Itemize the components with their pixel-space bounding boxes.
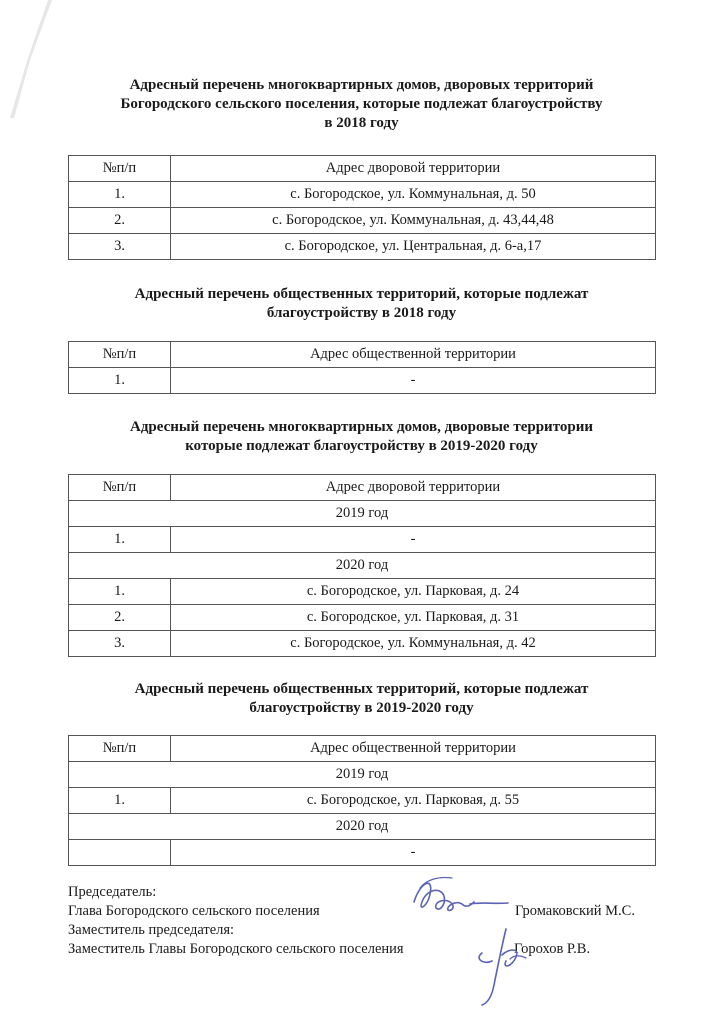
row-number: 1. [69, 788, 171, 814]
header-number: №п/п [69, 475, 171, 501]
deputy-name: Горохов Р.В. [514, 941, 591, 957]
header-address: Адрес дворовой территории [171, 475, 656, 501]
table-header-row [69, 475, 656, 501]
section-3-title-line: которые подлежат благоустройству в 2019-2020 году [185, 438, 538, 454]
row-address: - [171, 527, 656, 553]
section-1-title-line: Адресный перечень многоквартирных домов, дворовых территорий [129, 77, 594, 93]
table-row [69, 234, 656, 260]
header-address: Адрес общественной территории [171, 342, 656, 368]
table-row [69, 208, 656, 234]
header-number: №п/п [69, 156, 171, 182]
chair-position: Глава Богородского сельского поселения [68, 903, 320, 919]
table-public-2019-2020 [68, 735, 656, 866]
section-1-title [60, 76, 663, 133]
header-number: №п/п [69, 736, 171, 762]
chair-role-line [68, 883, 668, 902]
row-number: 1. [69, 182, 171, 208]
year-label: 2019 год [69, 762, 656, 788]
row-address: с. Богородское, ул. Коммунальная, д. 42 [171, 631, 656, 657]
deputy-position: Заместитель Главы Богородского сельского поселения [68, 941, 404, 957]
deputy-role: Заместитель председателя: [68, 922, 235, 938]
row-address: с. Богородское, ул. Центральная, д. 6-а,17 [171, 234, 656, 260]
row-address: - [171, 840, 656, 866]
row-number: 3. [69, 234, 171, 260]
table-row [69, 631, 656, 657]
table-row [69, 182, 656, 208]
row-address: с. Богородское, ул. Парковая, д. 24 [171, 579, 656, 605]
table-header-row [69, 736, 656, 762]
row-number: 2. [69, 605, 171, 631]
signature-stroke [420, 877, 452, 888]
section-2-title-line: Адресный перечень общественных территорий, которые подлежат [134, 286, 589, 302]
row-address: с. Богородское, ул. Парковая, д. 31 [171, 605, 656, 631]
year-row [69, 762, 656, 788]
row-number: 3. [69, 631, 171, 657]
table-yard-2019-2020 [68, 474, 656, 657]
table-header-row [69, 156, 656, 182]
row-address: с. Богородское, ул. Парковая, д. 55 [171, 788, 656, 814]
scan-edge-mark [0, 0, 60, 120]
year-row [69, 814, 656, 840]
row-address: с. Богородское, ул. Коммунальная, д. 43,44,48 [171, 208, 656, 234]
deputy-signature-image [468, 925, 538, 1010]
row-number: 1. [69, 368, 171, 394]
section-2-title-line: благоустройству в 2018 году [266, 305, 457, 321]
year-label: 2020 год [69, 814, 656, 840]
signature-block [68, 883, 668, 959]
signature-stroke [479, 929, 517, 1005]
table-row [69, 605, 656, 631]
signature-stroke [510, 956, 526, 959]
row-number: 1. [69, 579, 171, 605]
table-row [69, 840, 656, 866]
section-4-title [60, 680, 663, 718]
signature-stroke [414, 883, 508, 910]
deputy-position-line [68, 940, 668, 959]
table-row [69, 788, 656, 814]
section-1-title-line: в 2018 году [324, 115, 399, 131]
header-number: №п/п [69, 342, 171, 368]
table-header-row [69, 342, 656, 368]
chair-role: Председатель: [68, 884, 157, 900]
year-label: 2019 год [69, 501, 656, 527]
chair-position-line [68, 902, 668, 921]
section-4-title-line: благоустройству в 2019-2020 году [249, 700, 474, 716]
section-4-title-line: Адресный перечень общественных территорий, которые подлежат [134, 681, 589, 697]
chair-signature-image [400, 872, 515, 932]
row-number: 2. [69, 208, 171, 234]
year-row [69, 501, 656, 527]
row-number [69, 840, 171, 866]
row-address: - [171, 368, 656, 394]
section-3-title [60, 418, 663, 456]
section-3-title-line: Адресный перечень многоквартирных домов, дворовые территории [130, 419, 593, 435]
table-yard-2018 [68, 155, 656, 260]
row-number: 1. [69, 527, 171, 553]
deputy-role-line [68, 921, 668, 940]
year-label: 2020 год [69, 553, 656, 579]
table-public-2018 [68, 341, 656, 394]
table-row [69, 368, 656, 394]
chair-name: Громаковский М.С. [515, 903, 635, 919]
table-row [69, 579, 656, 605]
section-2-title [60, 285, 663, 323]
header-address: Адрес общественной территории [171, 736, 656, 762]
table-row [69, 527, 656, 553]
row-address: с. Богородское, ул. Коммунальная, д. 50 [171, 182, 656, 208]
header-address: Адрес дворовой территории [171, 156, 656, 182]
year-row [69, 553, 656, 579]
section-1-title-line: Богородского сельского поселения, которые подлежат благоустройству [120, 96, 603, 112]
